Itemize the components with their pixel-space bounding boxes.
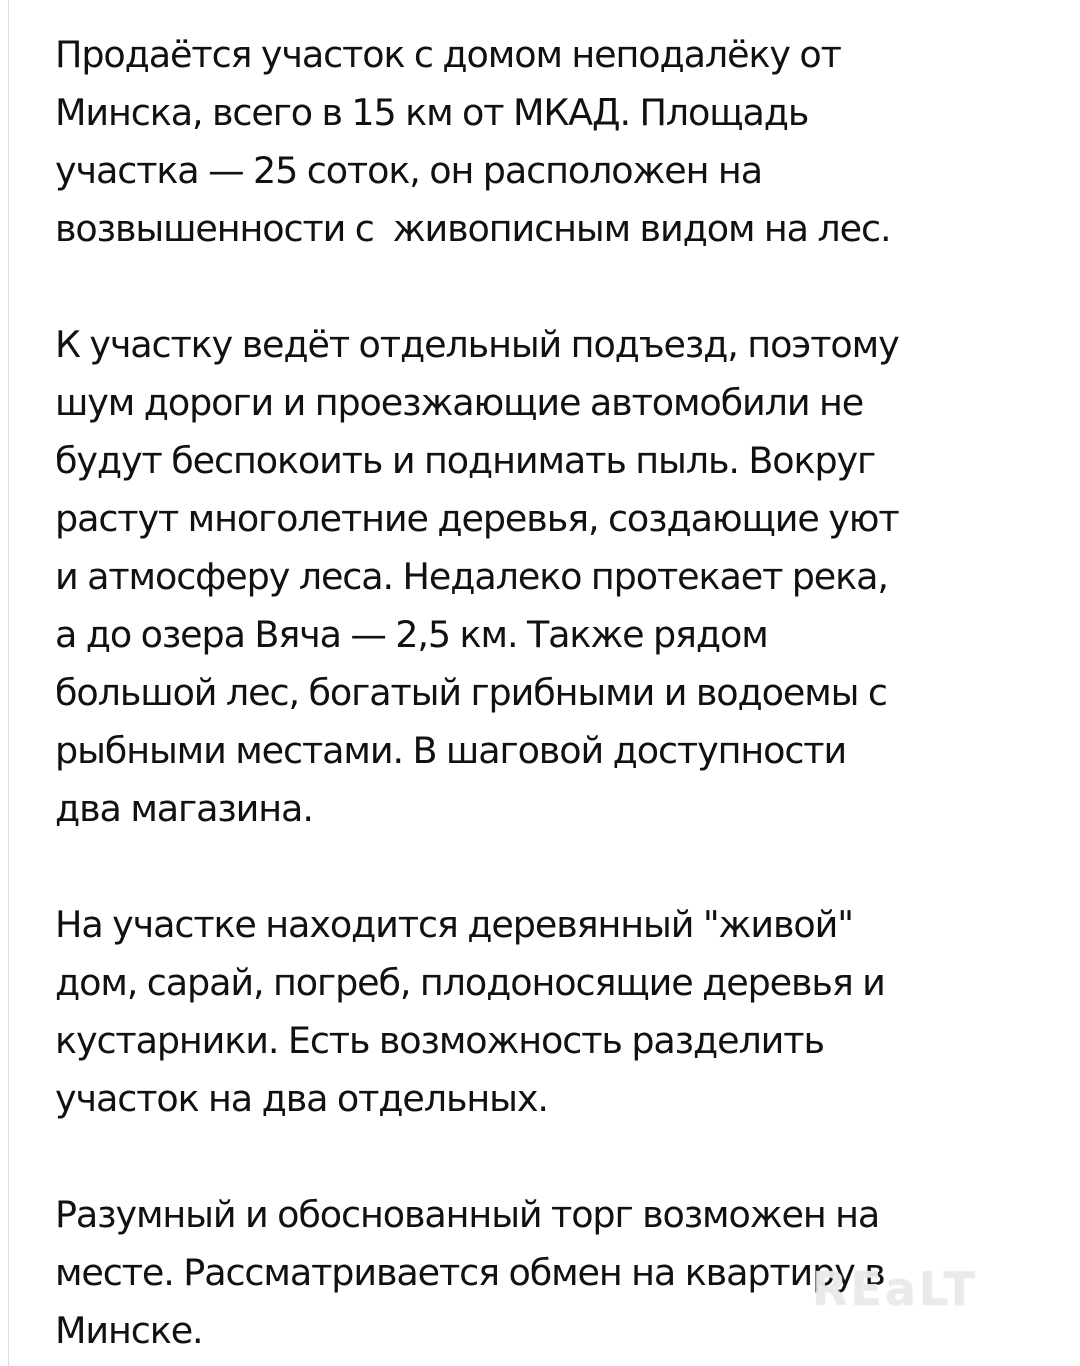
text-line: Разумный и обоснованный торг возможен на (55, 1193, 880, 1236)
text-line: Минске. (55, 1309, 203, 1352)
text-line: К участку ведёт отдельный подъезд, поэтому (55, 323, 899, 366)
text-line: участка — 25 соток, он расположен на (55, 149, 762, 192)
text-line: шум дороги и проезжающие автомобили не (55, 381, 864, 424)
text-line: растут многолетние деревья, создающие уют (55, 497, 899, 540)
text-line: большой лес, богатый грибными и водоемы с (55, 671, 887, 714)
listing-description (55, 26, 1045, 1360)
text-line: участок на два отдельных. (55, 1077, 548, 1120)
paragraph-location (55, 26, 1045, 258)
text-line: Продаётся участок с домом неподалёку от (55, 33, 841, 76)
paragraph-gap (55, 838, 1045, 896)
paragraph-gap (55, 258, 1045, 316)
paragraph-surroundings (55, 316, 1045, 838)
page-left-border (8, 0, 9, 1366)
text-line: дом, сарай, погреб, плодоносящие деревья и (55, 961, 885, 1004)
text-line: а до озера Вяча — 2,5 км. Также рядом (55, 613, 768, 656)
text-line: будут беспокоить и поднимать пыль. Вокруг (55, 439, 876, 482)
text-line: и атмосферу леса. Недалеко протекает река, (55, 555, 888, 598)
text-line: кустарники. Есть возможность разделить (55, 1019, 824, 1062)
text-line: рыбными местами. В шаговой доступности (55, 729, 847, 772)
paragraph-property (55, 896, 1045, 1128)
paragraph-gap (55, 1128, 1045, 1186)
realt-watermark-logo: REaLT (812, 1262, 978, 1316)
text-line: два магазина. (55, 787, 313, 830)
text-line: Минска, всего в 15 км от МКАД. Площадь (55, 91, 809, 134)
text-line: На участке находится деревянный "живой" (55, 903, 853, 946)
text-line: возвышенности с живописным видом на лес. (55, 207, 891, 250)
text-line: месте. Рассматривается обмен на квартиру в (55, 1251, 885, 1294)
